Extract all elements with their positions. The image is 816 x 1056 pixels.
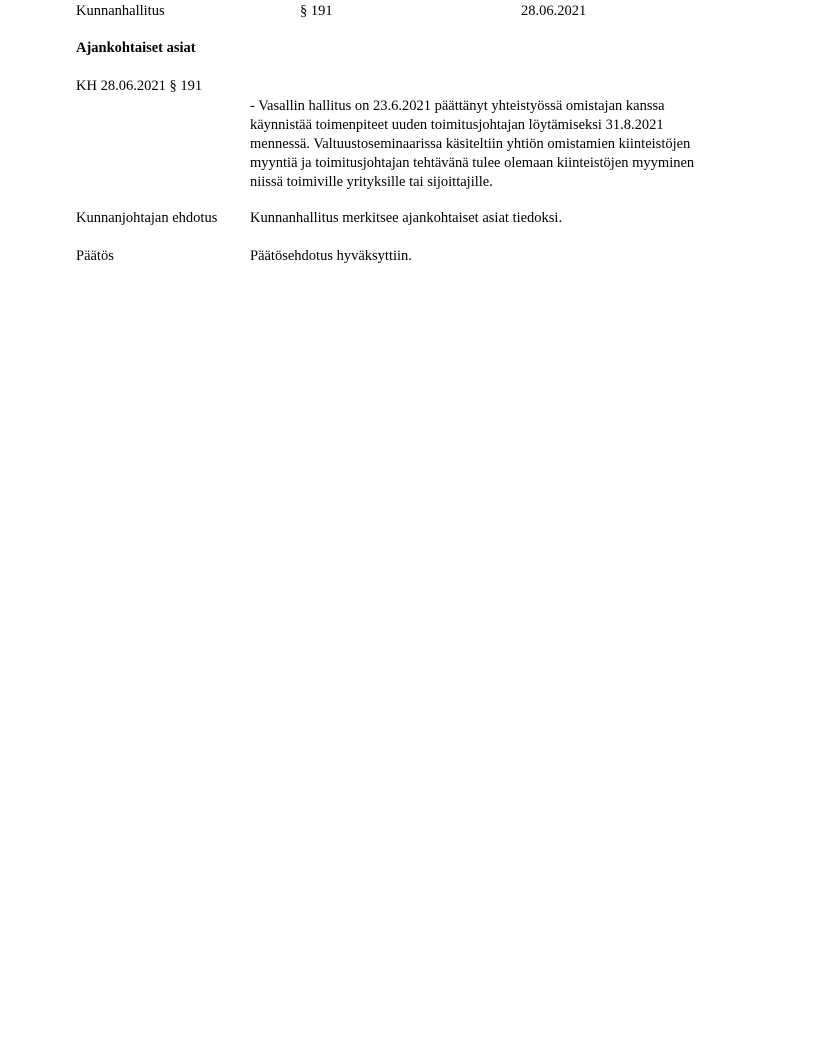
decision-text: Päätösehdotus hyväksyttiin. [250,248,412,264]
decision-label: Päätös [76,248,114,264]
body-line: niissä toimiville yrityksille tai sijoittajille. [250,174,493,190]
body-line: mennessä. Valtuustoseminaarissa käsiteltiin yhtiön omistamien kiinteistöjen [250,136,691,152]
header-meeting-date: 28.06.2021 [521,3,587,19]
body-line: - Vasallin hallitus on 23.6.2021 päättänyt yhteistyössä omistajan kanssa [250,98,665,114]
header-body-name: Kunnanhallitus [76,3,165,19]
item-title: Ajankohtaiset asiat [76,40,196,56]
body-line: käynnistää toimenpiteet uuden toimitusjohtajan löytämiseksi 31.8.2021 [250,117,664,133]
header-section-number: § 191 [300,3,333,19]
item-reference: KH 28.06.2021 § 191 [76,78,203,94]
proposal-label: Kunnanjohtajan ehdotus [76,210,218,226]
item-body-text [250,97,750,192]
body-line: myyntiä ja toimitusjohtajan tehtävänä tulee olemaan kiinteistöjen myyminen [250,155,695,171]
proposal-text: Kunnanhallitus merkitsee ajankohtaiset asiat tiedoksi. [250,210,563,226]
